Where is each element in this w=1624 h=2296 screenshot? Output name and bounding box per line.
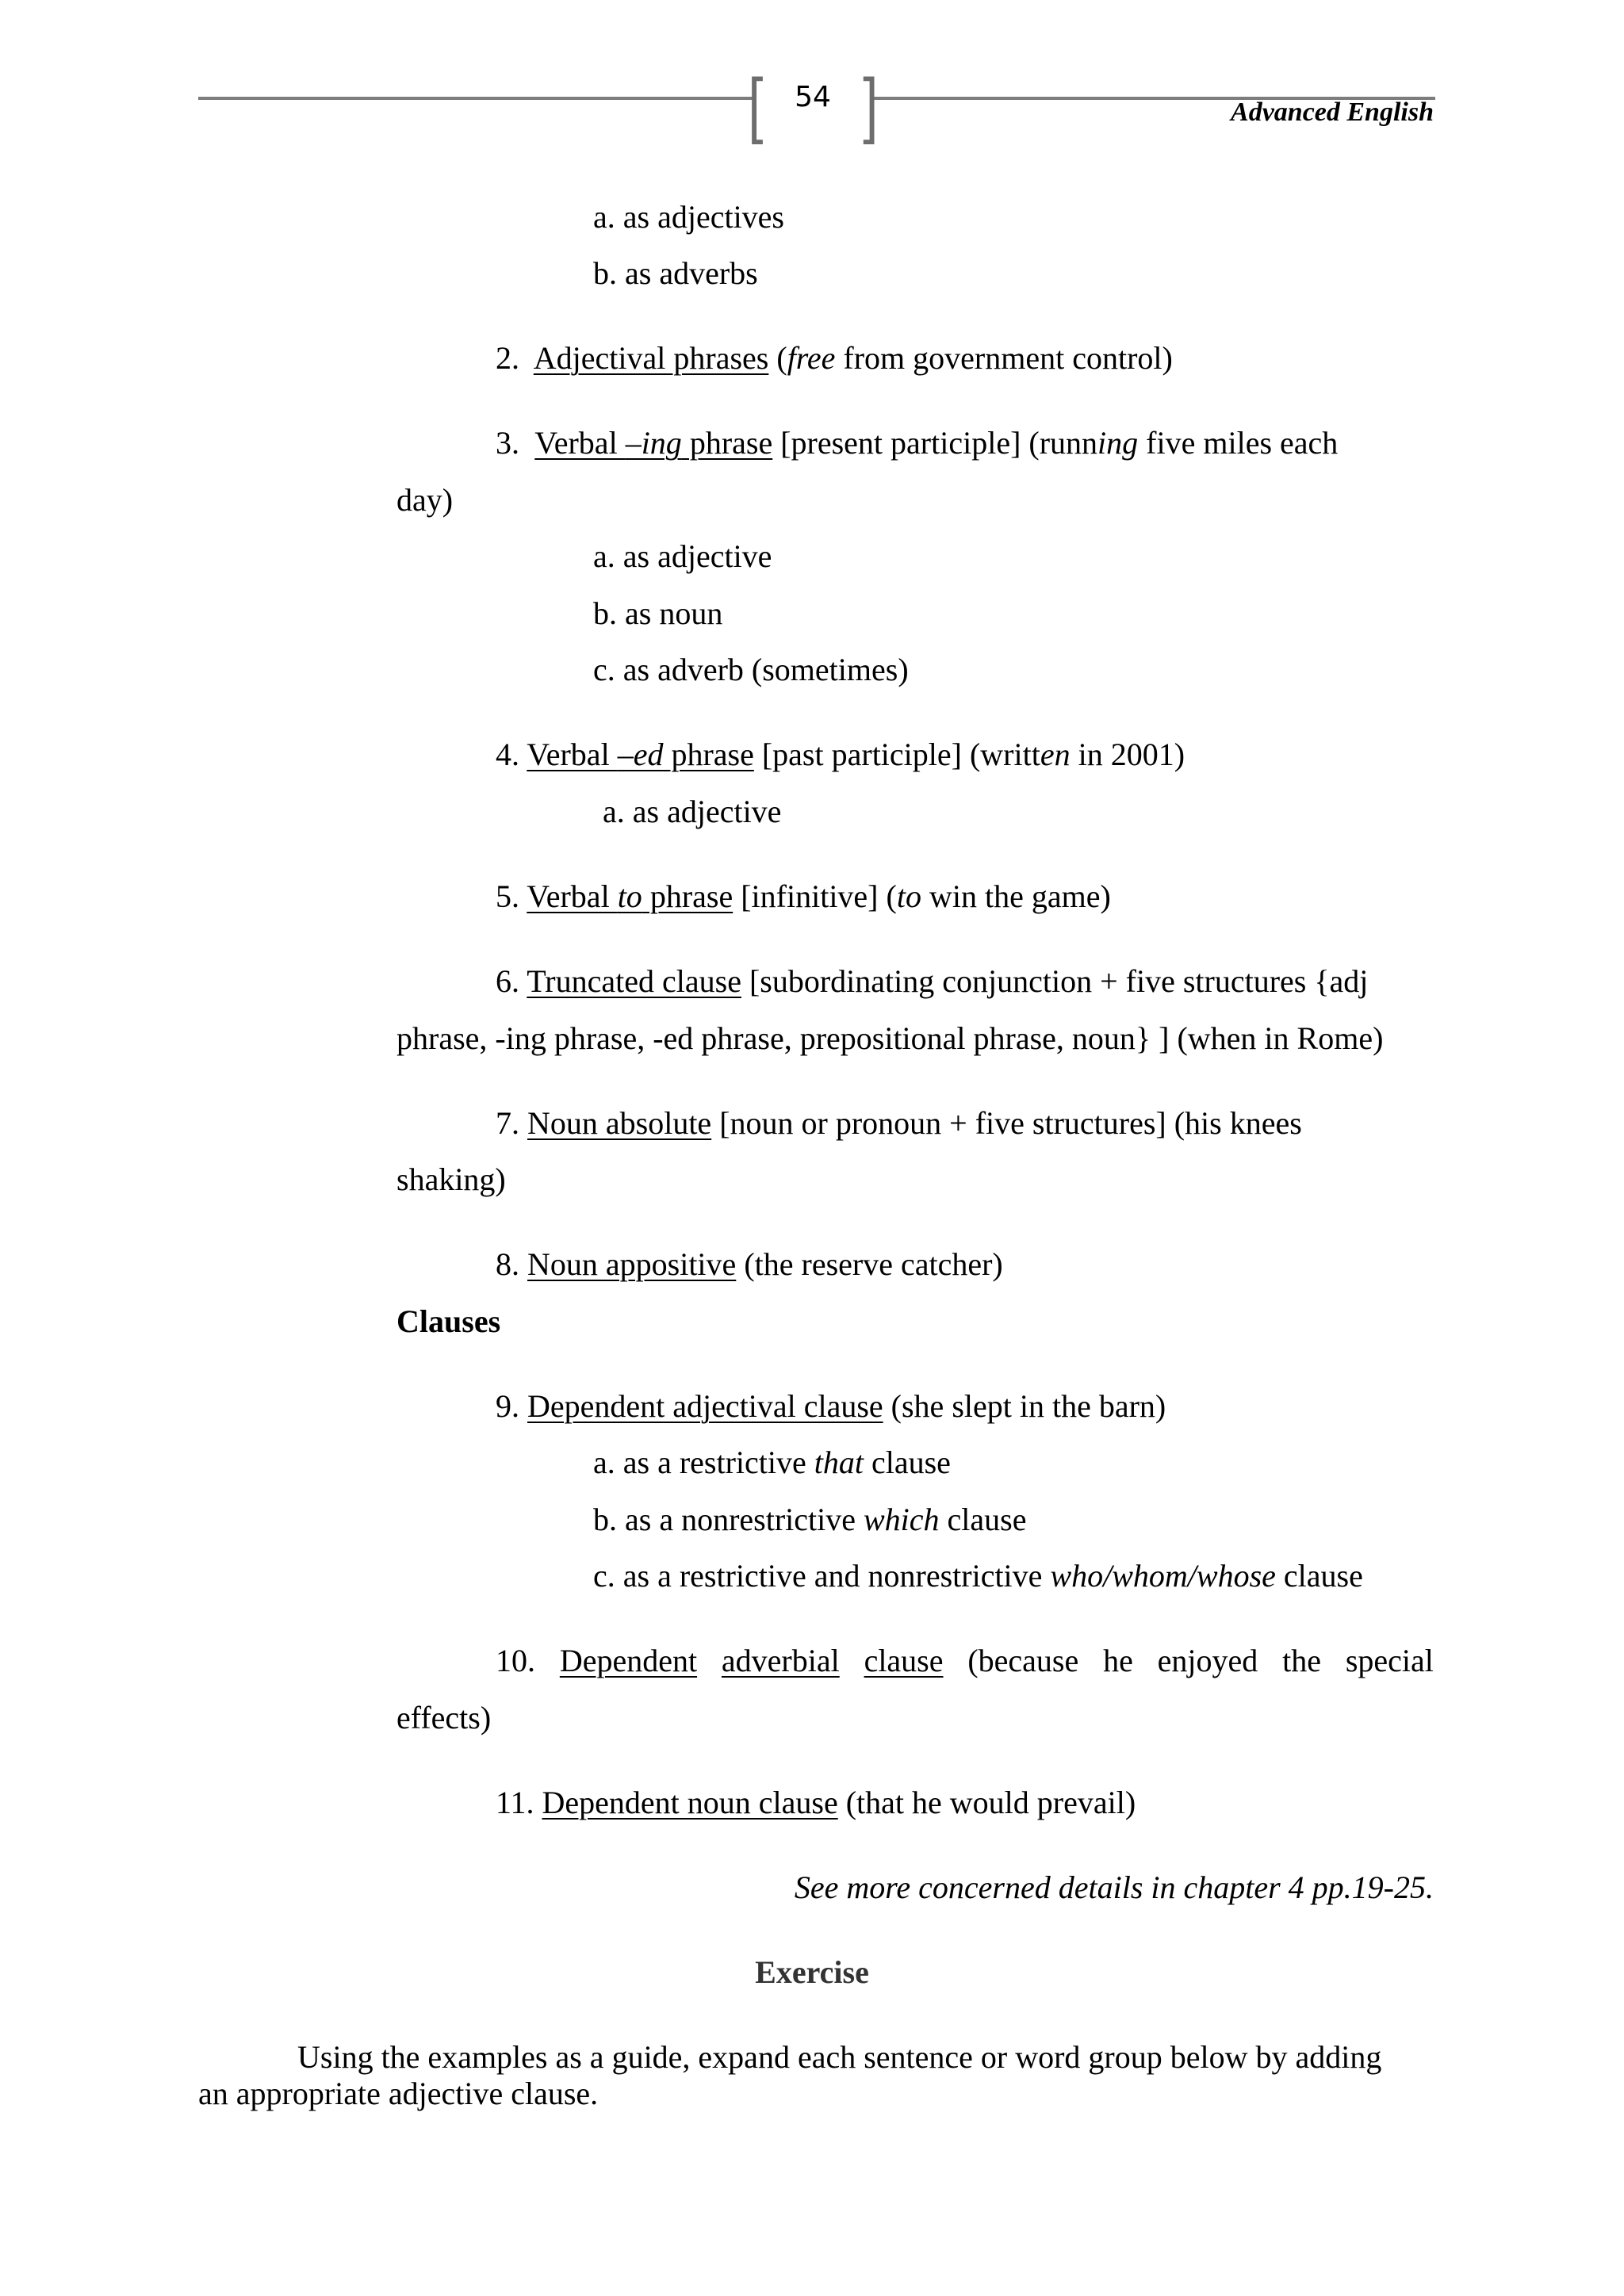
list-item: b. as noun <box>593 595 723 631</box>
list-item-9: 9. Dependent adjectival clause (she slept in the barn) <box>496 1388 1166 1424</box>
list-item-4: 4. Verbal –ed phrase [past participle] (written in 2001) <box>496 737 1185 772</box>
list-item-7: 7. Noun absolute [noun or pronoun + five structures] (his knees <box>496 1105 1302 1141</box>
exercise-heading: Exercise <box>755 1954 869 1990</box>
list-item-2: 2. Adjectival phrases (free from government control) <box>496 340 1173 376</box>
term-word: clause <box>864 1643 944 1678</box>
list-item-10: 10. Dependent adverbial clause (because he enjoyed the special <box>496 1643 1434 1678</box>
list-item-7-continued: shaking) <box>396 1161 506 1197</box>
list-item: c. as a restrictive and nonrestrictive who/whom/whose clause <box>593 1558 1363 1594</box>
term: Verbal to phrase <box>527 878 733 914</box>
section-heading-clauses: Clauses <box>396 1303 501 1339</box>
term: Verbal –ing phrase <box>534 425 773 461</box>
list-item: b. as a nonrestrictive which clause <box>593 1502 1027 1537</box>
term: Noun appositive <box>527 1246 737 1282</box>
term: Noun absolute <box>527 1105 712 1141</box>
list-item: a. as a restrictive that clause <box>593 1445 951 1480</box>
list-item: a. as adjective <box>593 538 772 574</box>
right-brace-icon: ] <box>863 64 879 145</box>
page-number: 54 <box>795 81 831 113</box>
term: Dependent adjectival clause <box>527 1388 883 1424</box>
term: Truncated clause <box>527 963 741 999</box>
exercise-instructions-line-2: an appropriate adjective clause. <box>198 2076 599 2111</box>
exercise-instructions-line-1: Using the examples as a guide, expand each sentence or word group below by adding <box>297 2039 1382 2075</box>
header-rule-left <box>198 97 753 100</box>
list-item: a. as adjective <box>603 794 782 829</box>
list-item-11: 11. Dependent noun clause (that he would prevail) <box>496 1785 1136 1820</box>
list-item-5: 5. Verbal to phrase [infinitive] (to win the game) <box>496 878 1111 914</box>
term: Dependent noun clause <box>542 1785 838 1820</box>
left-brace-icon: [ <box>748 64 764 145</box>
list-item-8: 8. Noun appositive (the reserve catcher) <box>496 1246 1003 1282</box>
term-word: Dependent <box>559 1643 698 1678</box>
running-title: Advanced English <box>1231 98 1434 127</box>
see-more-note: See more concerned details in chapter 4 pp.19-25. <box>794 1869 1434 1905</box>
list-item-3: 3. Verbal –ing phrase [present participle] (running five miles each <box>496 425 1339 461</box>
list-item: b. as adverbs <box>593 255 758 291</box>
list-item-10-continued: effects) <box>396 1700 492 1735</box>
list-item-6-continued: phrase, -ing phrase, -ed phrase, prepositional phrase, noun} ] (when in Rome) <box>396 1020 1384 1056</box>
list-item-6: 6. Truncated clause [subordinating conjunction + five structures {adj <box>496 963 1369 999</box>
list-item: c. as adverb (sometimes) <box>593 652 909 687</box>
list-item: a. as adjectives <box>593 199 784 235</box>
term: Verbal –ed phrase <box>527 737 754 772</box>
list-item-3-continued: day) <box>396 482 454 518</box>
term-word: adverbial <box>721 1643 840 1678</box>
term: Adjectival phrases <box>533 340 769 376</box>
